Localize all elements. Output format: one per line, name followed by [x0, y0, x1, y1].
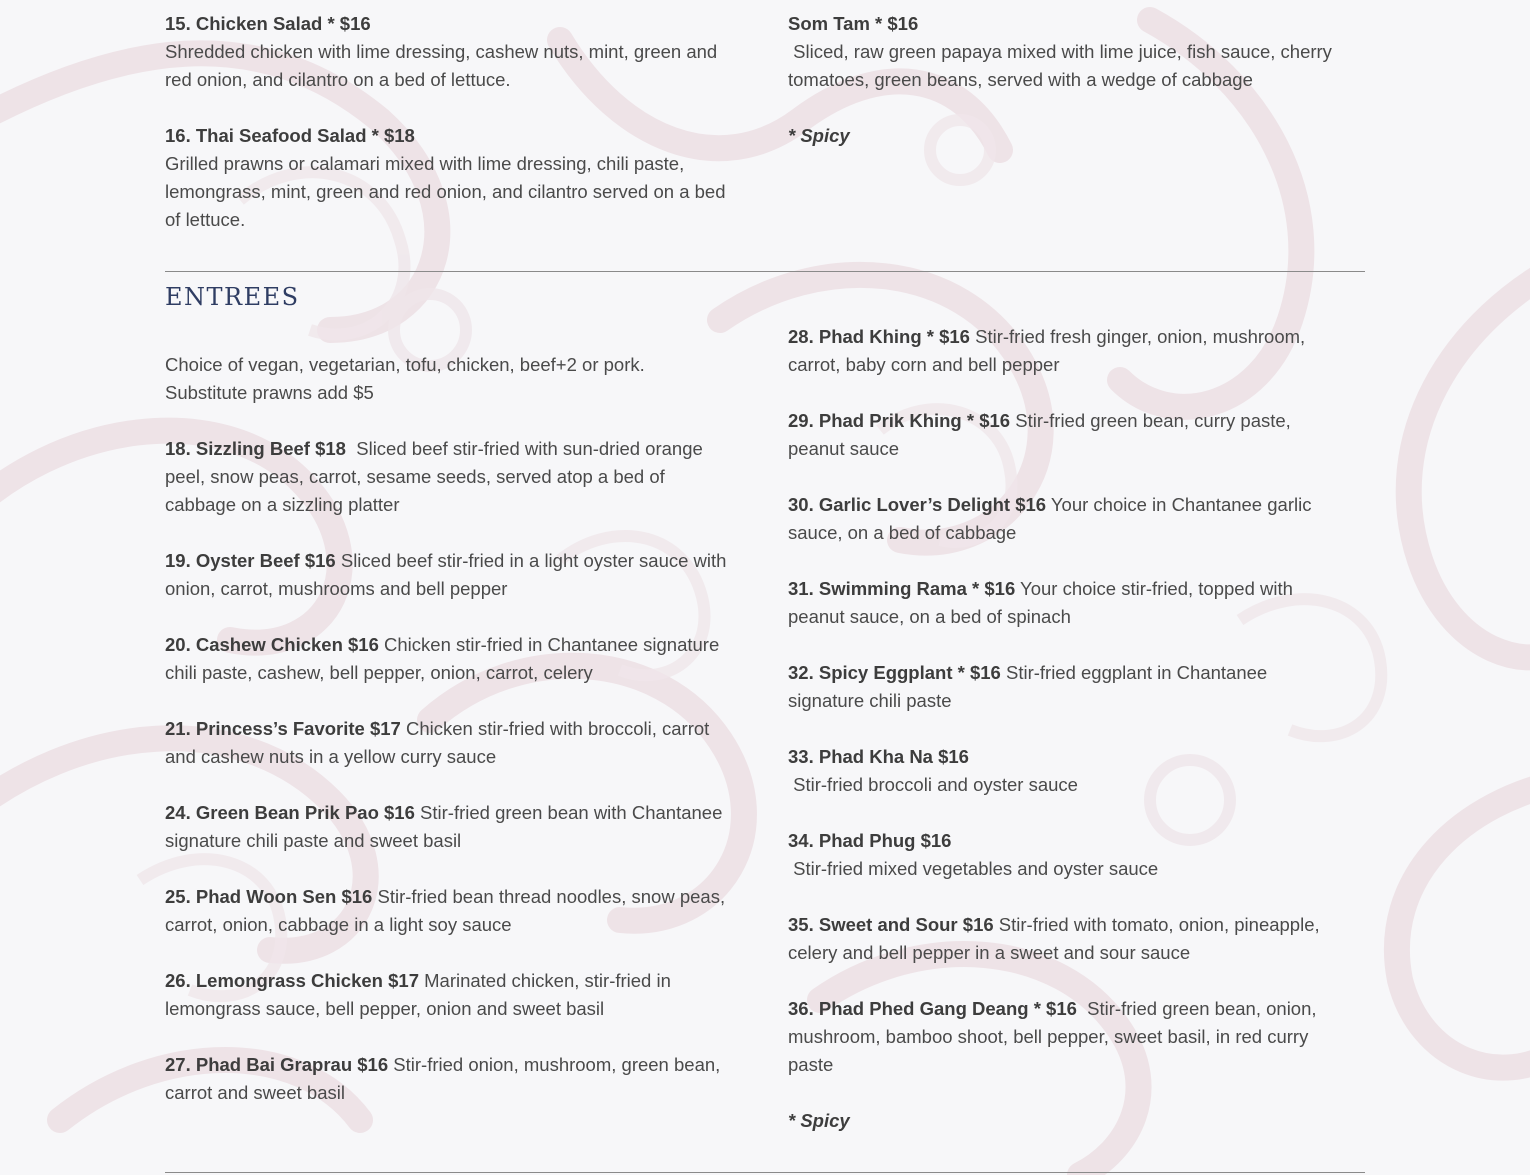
menu-item: [165, 967, 740, 1023]
menu-item: [165, 715, 740, 771]
item-name: 35. Sweet and Sour $16: [788, 914, 994, 935]
item-name: 28. Phad Khing * $16: [788, 326, 970, 347]
item-name: 32. Spicy Eggplant * $16: [788, 662, 1001, 683]
salads-right-column: [788, 10, 1343, 178]
item-name: 36. Phad Phed Gang Deang * $16: [788, 998, 1077, 1019]
intro-line: Choice of vegan, vegetarian, tofu, chicken, beef+2 or pork.: [165, 354, 645, 375]
item-name: 19. Oyster Beef $16: [165, 550, 336, 571]
entrees-right-list: [788, 323, 1343, 1079]
item-description: Stir-fried green bean, onion, mushroom, bamboo shoot, bell pepper, sweet basil, in red curry paste: [788, 998, 1322, 1075]
menu-item: [788, 827, 1343, 883]
item-description: Stir-fried onion, mushroom, green bean, carrot and sweet basil: [165, 1054, 726, 1103]
item-name: 33. Phad Kha Na $16: [788, 746, 969, 767]
menu-item: [165, 122, 740, 234]
item-name: Som Tam * $16: [788, 13, 919, 34]
item-description: Stir-fried green bean, curry paste, peanut sauce: [788, 410, 1296, 459]
item-name: 15. Chicken Salad * $16: [165, 13, 371, 34]
item-name: 30. Garlic Lover’s Delight $16: [788, 494, 1047, 515]
item-description: Sliced, raw green papaya mixed with lime juice, fish sauce, cherry tomatoes, green beans, served with a wedge of cabbage: [788, 41, 1338, 90]
entrees-right-column: [788, 323, 1343, 1163]
salads-left-column: [165, 10, 740, 262]
item-name: 20. Cashew Chicken $16: [165, 634, 379, 655]
item-description: Marinated chicken, stir-fried in lemongrass sauce, bell pepper, onion and sweet basil: [165, 970, 677, 1019]
menu-item: [788, 995, 1343, 1079]
item-name: 29. Phad Prik Khing * $16: [788, 410, 1011, 431]
item-name: 21. Princess’s Favorite $17: [165, 718, 401, 739]
item-name: 18. Sizzling Beef $18: [165, 438, 346, 459]
item-description: Stir-fried eggplant in Chantanee signature chili paste: [788, 662, 1273, 711]
menu-item: [788, 407, 1343, 463]
item-description: Stir-fried broccoli and oyster sauce: [788, 774, 1078, 795]
section-divider: [165, 1172, 1365, 1173]
entrees-left-column: [165, 351, 740, 1135]
item-name: 24. Green Bean Prik Pao $16: [165, 802, 415, 823]
item-description: Your choice stir-fried, topped with peanut sauce, on a bed of spinach: [788, 578, 1299, 627]
entrees-intro: [165, 351, 740, 407]
menu-item: [165, 10, 740, 94]
menu-content: [165, 0, 1365, 1175]
menu-item: [165, 799, 740, 855]
item-description: Grilled prawns or calamari mixed with lime dressing, chili paste, lemongrass, mint, green and red onion, and cilantro served on a bed of lettuce.: [165, 153, 726, 230]
item-name: 31. Swimming Rama * $16: [788, 578, 1016, 599]
menu-item: [788, 911, 1343, 967]
item-name: 27. Phad Bai Graprau $16: [165, 1054, 389, 1075]
spicy-note: * Spicy: [788, 125, 850, 146]
item-description: Chicken stir-fried with broccoli, carrot and cashew nuts in a yellow curry sauce: [165, 718, 715, 767]
menu-item: [788, 10, 1343, 94]
section-title-entrees: ENTREES: [165, 283, 300, 311]
menu-item: [788, 659, 1343, 715]
item-description: Your choice in Chantanee garlic sauce, on a bed of cabbage: [788, 494, 1317, 543]
item-description: Shredded chicken with lime dressing, cashew nuts, mint, green and red onion, and cilantro on a bed of lettuce.: [165, 41, 718, 90]
menu-item: [165, 435, 740, 519]
item-description: Stir-fried with tomato, onion, pineapple, celery and bell pepper in a sweet and sour sauce: [788, 914, 1325, 963]
menu-item: [165, 547, 740, 603]
entrees-left-list: [165, 435, 740, 1107]
item-description: Stir-fried fresh ginger, onion, mushroom, carrot, baby corn and bell pepper: [788, 326, 1311, 375]
menu-item: [788, 491, 1343, 547]
menu-item: [788, 743, 1343, 799]
item-description: Chicken stir-fried in Chantanee signature chili paste, cashew, bell pepper, onion, carrot, celery: [165, 634, 725, 683]
item-description: Sliced beef stir-fried in a light oyster sauce with onion, carrot, mushrooms and bell pepper: [165, 550, 732, 599]
item-description: Stir-fried green bean with Chantanee signature chili paste and sweet basil: [165, 802, 728, 851]
menu-item: [165, 1051, 740, 1107]
menu-item: [788, 323, 1343, 379]
section-divider: [165, 271, 1365, 272]
menu-item: [165, 631, 740, 687]
item-name: 34. Phad Phug $16: [788, 830, 952, 851]
item-description: Stir-fried mixed vegetables and oyster sauce: [788, 858, 1159, 879]
spicy-note: * Spicy: [788, 1110, 850, 1131]
item-name: 25. Phad Woon Sen $16: [165, 886, 373, 907]
intro-line: Substitute prawns add $5: [165, 382, 374, 403]
menu-item: [165, 883, 740, 939]
item-name: 16. Thai Seafood Salad * $18: [165, 125, 415, 146]
menu-item: [788, 575, 1343, 631]
item-description: Stir-fried bean thread noodles, snow peas, carrot, onion, cabbage in a light soy sauce: [165, 886, 731, 935]
item-name: 26. Lemongrass Chicken $17: [165, 970, 419, 991]
item-description: Sliced beef stir-fried with sun-dried orange peel, snow peas, carrot, sesame seeds, served atop a bed of cabbage on a sizzling platter: [165, 438, 708, 515]
